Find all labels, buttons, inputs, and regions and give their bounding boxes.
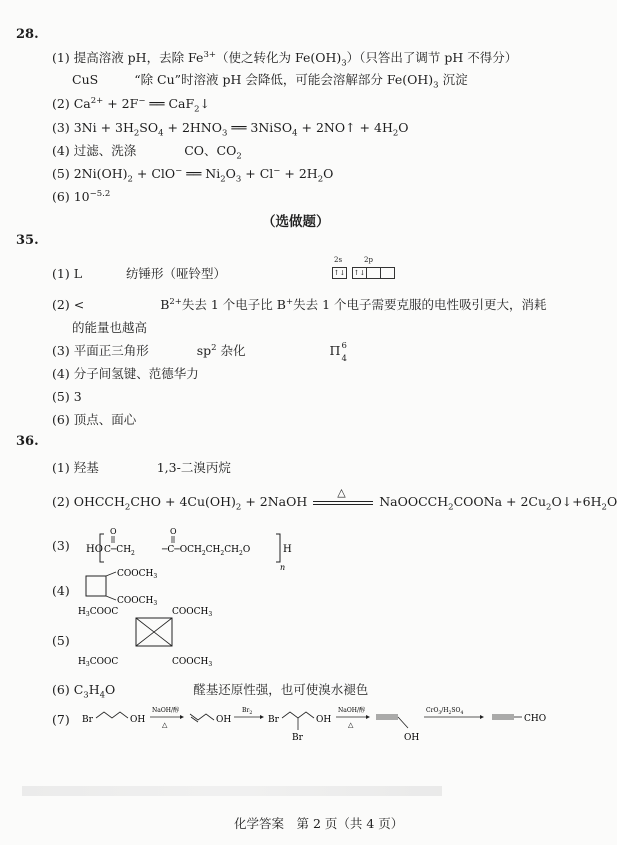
q36-a6-t1a: C	[73, 682, 84, 697]
q35-answer-6	[52, 412, 136, 428]
q36-a2-s4: 2	[546, 502, 552, 513]
cyclobutane-diester	[82, 566, 182, 606]
page-footer: 化学答案 第 2 页（共 4 页）	[234, 816, 404, 831]
orbital-2s-box	[332, 267, 347, 279]
route-br-2: Br	[268, 715, 279, 725]
q35-a2-t2c: 失去 1 个电子需要克服的电性吸引更大，消耗	[293, 297, 547, 312]
q35-a5-label: (5)	[52, 389, 70, 404]
faded-scan-line	[22, 786, 442, 796]
q36-a2-p7: O	[606, 494, 617, 509]
q28-a4-label: (4)	[52, 143, 70, 158]
q35-a3-pi: Π	[329, 343, 341, 358]
orbital-2p-arrows: ↑↓	[353, 269, 366, 277]
q28-a5-p4: O	[225, 166, 236, 181]
q28-a2-ca: Ca	[73, 96, 91, 111]
orbital-2p-box-3	[380, 267, 395, 279]
q28-a5-p1: 2Ni(OH)	[73, 166, 128, 181]
q28-a6-label: (6)	[52, 189, 70, 204]
question-35-number: 35.	[16, 233, 39, 248]
q28-a3-p2: SO	[139, 120, 159, 135]
q28-a3-s3: 3	[222, 128, 228, 139]
q28-a1b-sub: 3	[433, 80, 439, 91]
q28-a6-exp: −5.2	[89, 188, 111, 199]
q36-a6-t1s1: 3	[83, 690, 89, 701]
diester-group-1: $COOCH_3$	[117, 569, 158, 580]
route-cond-1b: △	[162, 721, 168, 729]
tetraester-g2: $COOCH_3$	[172, 607, 213, 618]
q36-a6-label: (6)	[52, 682, 70, 697]
q36-a1-t2: 1,3-二溴丙烷	[156, 460, 231, 475]
route-cond-2: $Br_2$	[242, 707, 253, 716]
q28-a3-s5: 2	[392, 128, 399, 139]
q36-answer-1	[52, 460, 231, 476]
q28-answer-6	[52, 189, 110, 205]
q28-a4-text: 过滤、洗涤	[73, 143, 137, 158]
q36-a3-label: (3)	[52, 538, 70, 553]
q36-a6-t2: 醛基还原性强，也可使溴水褪色	[193, 682, 369, 697]
route-cond-1: NaOH/醇	[152, 707, 180, 714]
q28-a1-text-a: 提高溶液 pH，去除 Fe	[73, 50, 204, 65]
q28-a5-s2: 2	[220, 174, 226, 185]
q36-a2-p6: O↓+6H	[551, 494, 602, 509]
q36-a1-t1: 羟基	[73, 460, 99, 475]
q28-a3-p4: ══ 3NiSO	[227, 120, 293, 135]
q28-a2-down: ↓	[199, 96, 211, 111]
q28-a1-sup: 3+	[203, 49, 216, 60]
q28-a1b-cus: CuS	[72, 72, 99, 87]
polymer-mid2: $─C─OCH_2CH_2CH_2O$	[162, 545, 251, 557]
q36-a1-label: (1)	[52, 460, 70, 475]
q35-a6-label: (6)	[52, 412, 70, 427]
route-cho: CHO	[524, 714, 547, 724]
q28-a5-p5: + Cl	[241, 166, 274, 181]
q36-a4-label: (4)	[52, 583, 70, 598]
q28-a2-caf: CaF	[168, 96, 195, 111]
polymer-n: n	[280, 563, 286, 572]
q35-answer-4	[52, 366, 199, 382]
q36-a2-s2: 2	[235, 502, 242, 513]
q35-a3-t2sup: 2	[211, 342, 217, 353]
q36-a6-t1s2: 4	[99, 690, 106, 701]
q35-a1-label: (1)	[52, 266, 70, 281]
q35-a6-text: 顶点、面心	[73, 412, 137, 427]
q28-a2-eq: ══	[145, 96, 169, 111]
q28-a3-label: (3)	[52, 120, 70, 135]
q28-a3-s1: 2	[133, 128, 140, 139]
orbital-2s-label: 2s	[334, 256, 343, 264]
tetraester-g1: $H_3COOC$	[78, 607, 119, 618]
q28-a5-p6: + 2H	[280, 166, 318, 181]
synthesis-route	[82, 700, 582, 750]
route-cond-3: NaOH/醇	[338, 707, 366, 714]
q28-a6-base: 10	[73, 189, 90, 204]
q35-answer-5	[52, 389, 82, 405]
route-cond-4: $CrO_3/H_2SO_4$	[426, 707, 464, 716]
q28-answer-4	[52, 143, 242, 162]
q28-a2-ca-sup: 2+	[90, 95, 104, 106]
polymer-o1: O	[110, 527, 117, 536]
q28-a5-label: (5)	[52, 166, 70, 181]
q28-a2-caf-sub: 2	[194, 104, 200, 115]
q28-a5-p7: O	[323, 166, 334, 181]
orbital-diagram	[322, 256, 412, 284]
q28-a5-s1: 2	[127, 174, 133, 185]
q28-a2-f: + 2F	[103, 96, 139, 111]
q35-a3-t1: 平面正三角形	[73, 343, 149, 358]
q36-a2-s1: 2	[124, 502, 131, 513]
q28-answer-2	[52, 95, 211, 115]
route-oh-4: OH	[404, 733, 420, 743]
q35-a2-t2sup: 2+	[169, 296, 182, 307]
q36-a2-arrow	[311, 485, 375, 511]
q35-a2-t1: <	[73, 297, 85, 312]
q28-answer-5	[52, 165, 334, 185]
route-oh-2: OH	[216, 715, 232, 725]
route-oh-1: OH	[130, 715, 146, 725]
q36-a5-label: (5)	[52, 633, 70, 648]
q35-a3-t2b: 杂化	[216, 343, 246, 358]
q35-a1-t1: L	[73, 266, 83, 281]
q35-a2-t2a: B	[160, 297, 170, 312]
q35-a5-text: 3	[73, 389, 82, 404]
q28-a5-p2: + ClO	[132, 166, 176, 181]
q36-answer-2	[52, 485, 617, 513]
q35-a3-pi-sub: 4	[341, 353, 347, 364]
q35-a3-pi-sup: 6	[341, 340, 347, 351]
orbital-2p-label: 2p	[364, 256, 373, 264]
q35-answer-3	[52, 340, 348, 364]
q35-a2-t2sup2: +	[285, 296, 294, 307]
q28-a5-sup2: −	[273, 165, 281, 176]
q35-a4-label: (4)	[52, 366, 70, 381]
q28-a5-s3: 3	[235, 174, 242, 185]
q28-a1-sub: 3	[341, 58, 347, 69]
orbital-2p-box-1	[352, 267, 367, 279]
q28-a3-s2: 4	[158, 128, 164, 139]
q35-answer-2-cont: 的能量也越高	[72, 320, 148, 335]
q36-a2-p4: NaOOCCH	[379, 494, 449, 509]
q28-a1b-text-b: 沉淀	[438, 72, 468, 87]
q28-a4-sub: 2	[236, 151, 242, 162]
polymer-o2: O	[170, 527, 177, 536]
q28-a5-p3: ══ Ni	[182, 166, 221, 181]
q28-a3-s4: 4	[292, 128, 298, 139]
q28-answer-1	[52, 49, 518, 69]
q36-a2-p1: OHCCH	[73, 494, 125, 509]
q28-a3-p3: + 2HNO	[163, 120, 222, 135]
tetraester-structure	[76, 602, 256, 672]
q28-a2-label: (2)	[52, 96, 70, 111]
tetraester-g3: $H_3COOC$	[78, 657, 119, 668]
polymer-ho: HO	[86, 544, 103, 555]
orbital-2p-box-2	[366, 267, 381, 279]
q36-a2-label: (2)	[52, 494, 70, 509]
q35-answer-2	[52, 297, 547, 313]
q28-a1-text-b: （使之转化为 Fe(OH)	[215, 50, 342, 65]
q36-a2-s3: 2	[448, 502, 454, 513]
q36-a6-t1c: O	[105, 682, 116, 697]
q36-a2-p3: + 2NaOH	[241, 494, 308, 509]
q35-a2-t2b: 失去 1 个电子比 B	[181, 297, 286, 312]
q35-a4-text: 分子间氢键、范德华力	[73, 366, 199, 381]
q28-a1-text-c: ）（只答出了调节 pH 不得分）	[346, 50, 518, 65]
elective-heading: （选做题）	[262, 214, 330, 230]
diester-group-2: $COOCH_3$	[117, 596, 158, 607]
q28-answer-3	[52, 120, 409, 139]
q36-a2-cond: △	[337, 485, 346, 499]
q28-answer-1b	[72, 72, 468, 91]
q35-a3-label: (3)	[52, 343, 70, 358]
tetraester-g4: $COOCH_3$	[172, 657, 213, 668]
route-cond-3b: △	[348, 721, 354, 729]
route-br-3: Br	[292, 733, 303, 743]
q36-a2-p2: CHO + 4Cu(OH)	[130, 494, 236, 509]
q36-a7-label: (7)	[52, 712, 70, 727]
route-oh-3: OH	[316, 715, 332, 725]
q28-a5-sup1: −	[175, 165, 183, 176]
q28-a4-text2: CO、CO	[184, 143, 237, 158]
polymer-mid1: $C─CH_2$	[104, 545, 135, 557]
question-28-number: 28.	[16, 27, 39, 42]
q28-a3-p5: + 2NO↑ + 4H	[297, 120, 393, 135]
q36-a6-t1b: H	[88, 682, 100, 697]
q28-a3-p6: O	[398, 120, 409, 135]
route-br-1: Br	[82, 715, 93, 725]
q28-a2-f-sup: −	[138, 95, 146, 106]
q28-a1-label: (1)	[52, 50, 70, 65]
q35-a1-t2: 纺锤形（哑铃型）	[126, 266, 227, 281]
q35-answer-1	[52, 266, 226, 282]
q28-a5-s4: 2	[317, 174, 324, 185]
q36-answer-6	[52, 682, 369, 701]
polymer-h: H	[283, 544, 292, 555]
orbital-2s-arrows: ↑↓	[333, 269, 346, 277]
q36-a2-s5: 2	[601, 502, 607, 513]
question-36-number: 36.	[16, 434, 39, 449]
q28-a3-p1: 3Ni + 3H	[73, 120, 134, 135]
q28-a1b-text-a: “除 Cu”时溶液 pH 会降低，可能会溶解部分 Fe(OH)	[134, 72, 434, 87]
q35-a3-t2a: sp	[196, 343, 212, 358]
q36-a2-p5: COONa + 2Cu	[453, 494, 547, 509]
q35-a2-label: (2)	[52, 297, 70, 312]
